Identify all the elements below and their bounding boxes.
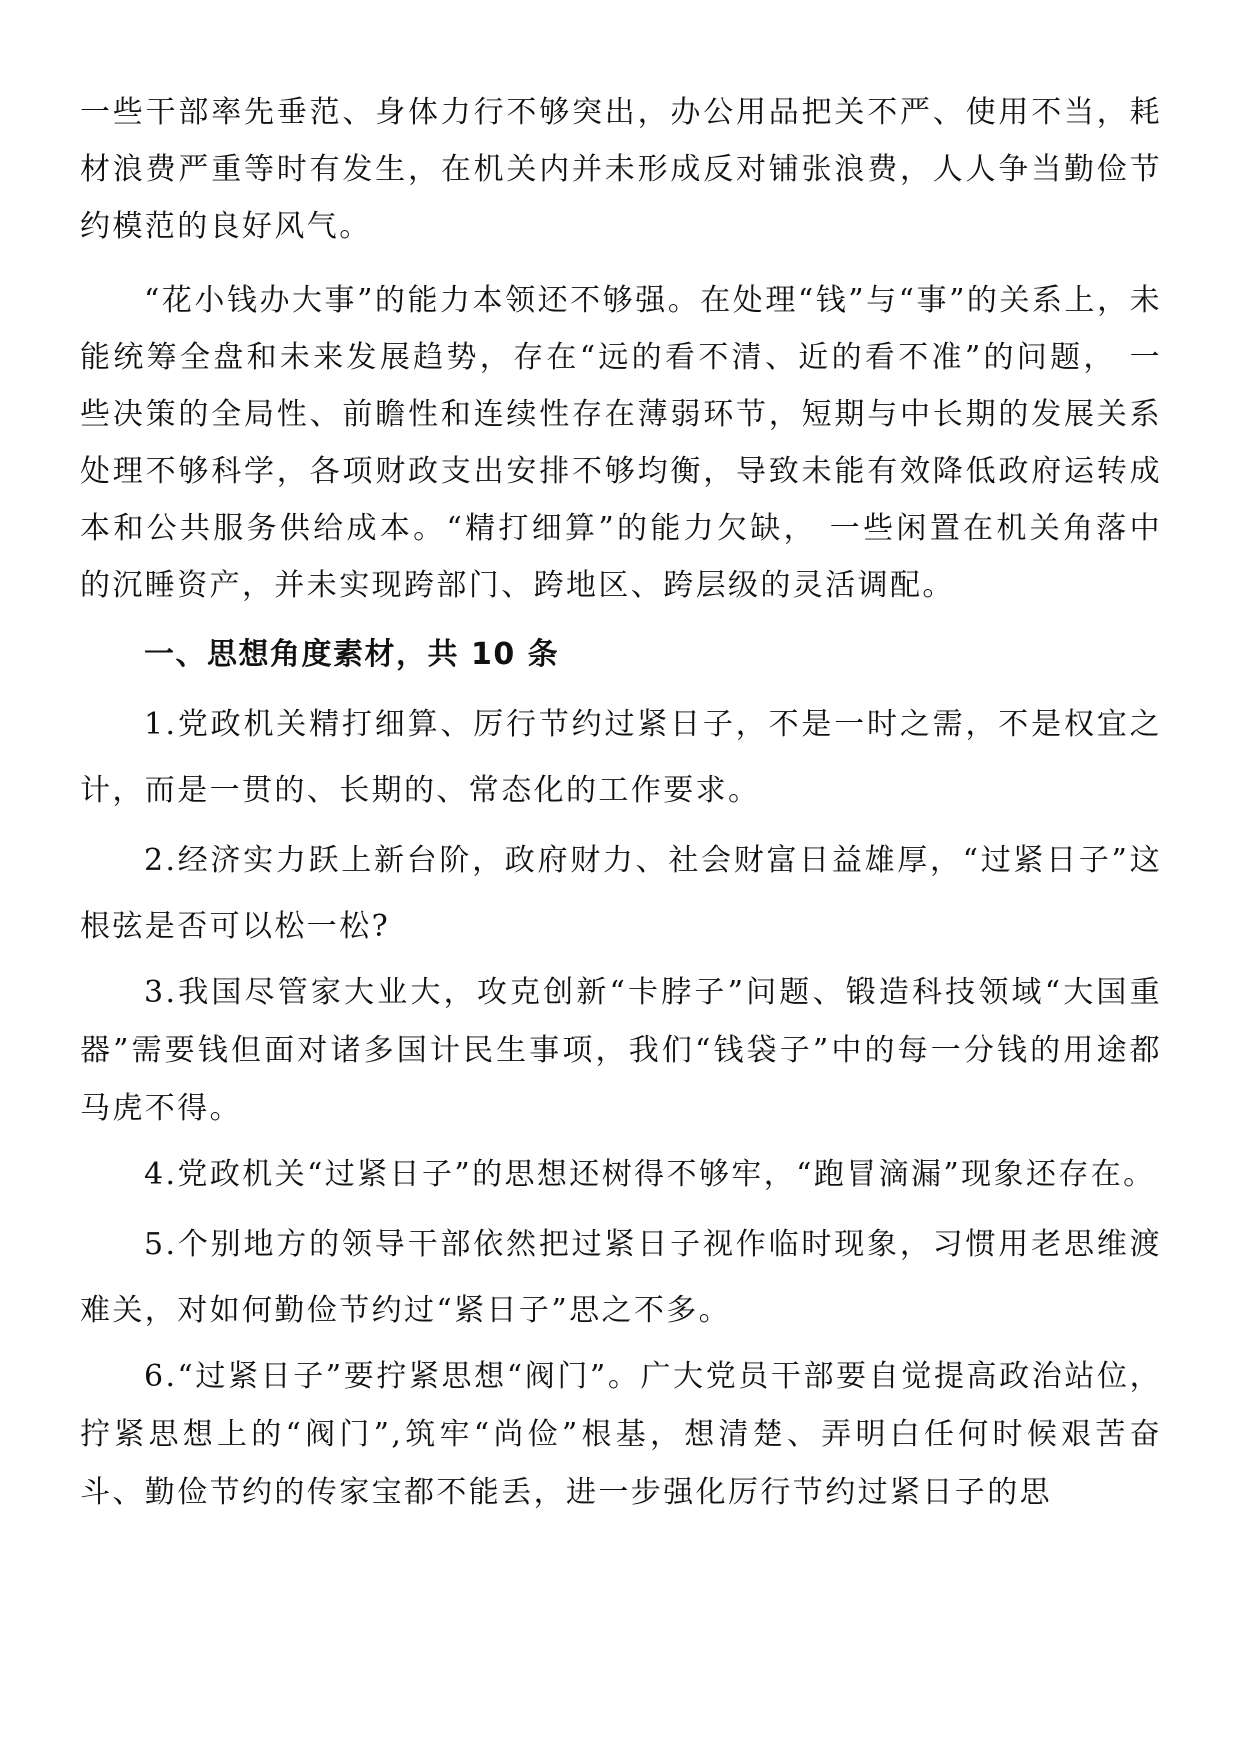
paragraph-spend-little-do-much: “花小钱办大事”的能力本领还不够强。在处理“钱”与“事”的关系上，未能统筹全盘和未来发展趋势，存在“远的看不清、近的看不准”的问题， 一些决策的全局性、前瞻性和连续性存在薄弱环节，短期与中长期的发展关系处理不够科学，各项财政支出安排不够均衡，导致未能有效降低政府运转成本和公共服务供给成本。“精打细算”的能力欠缺， 一些闲置在机关角落中的沉睡资产，并未实现跨部门、跨地区、跨层级的灵活调配。 — [80, 283, 1162, 603]
section-heading: 一、思想角度素材，共 10 条 — [144, 637, 560, 672]
list-item: 5.个别地方的领导干部依然把过紧日子视作临时现象，习惯用老思维渡难关，对如何勤俭节约过“紧日子”思之不多。 — [80, 1227, 1162, 1328]
document-body — [80, 84, 1162, 1522]
list-item: 4.党政机关“过紧日子”的思想还树得不够牢，“跑冒滴漏”现象还存在。 — [144, 1157, 1156, 1192]
list-item: 2.经济实力跃上新台阶，政府财力、社会财富日益雄厚，“过紧日子”这根弦是否可以松一松? — [80, 843, 1162, 944]
list-item: 6.“过紧日子”要拧紧思想“阀门”。广大党员干部要自觉提高政治站位，拧紧思想上的“阀门”,筑牢“尚俭”根基，想清楚、弄明白任何时候艰苦奋斗、勤俭节约的传家宝都不能丢，进一步强化厉行节约过紧日子的思 — [80, 1359, 1162, 1510]
paragraph-frugality-atmosphere: 一些干部率先垂范、身体力行不够突出，办公用品把关不严、使用不当，耗材浪费严重等时有发生，在机关内并未形成反对铺张浪费，人人争当勤俭节约模范的良好风气。 — [80, 95, 1162, 244]
list-item: 3.我国尽管家大业大，攻克创新“卡脖子”问题、锻造科技领域“大国重器”需要钱但面对诸多国计民生事项，我们“钱袋子”中的每一分钱的用途都马虎不得。 — [80, 975, 1162, 1126]
list-item: 1.党政机关精打细算、厉行节约过紧日子，不是一时之需，不是权宜之计，而是一贯的、长期的、常态化的工作要求。 — [80, 707, 1162, 808]
